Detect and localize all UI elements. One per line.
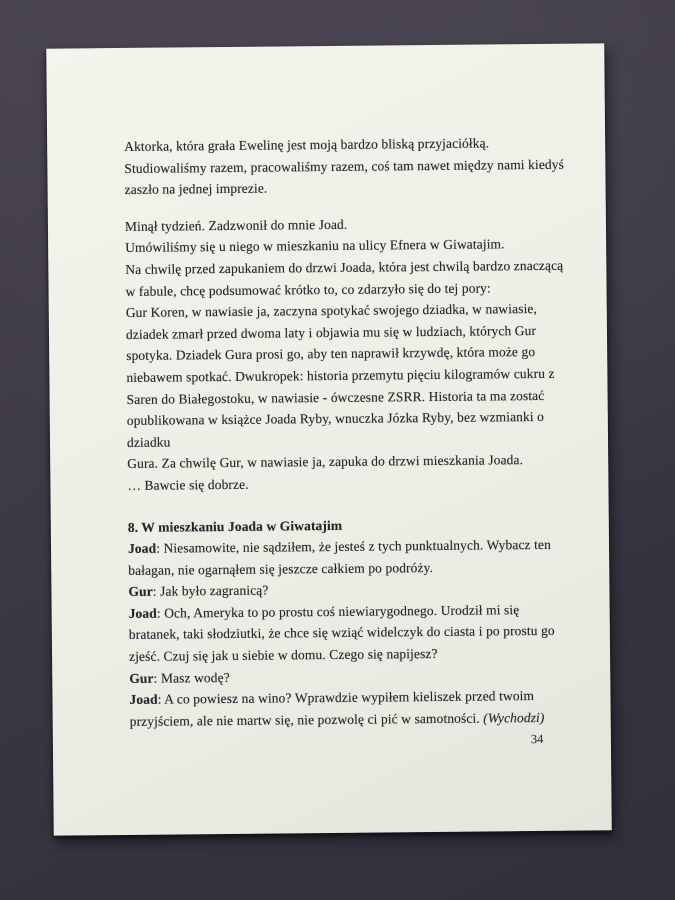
dialogue-line	[129, 620, 574, 646]
dialogue-text: bałagan, nie ogarnąłem się jeszcze całkiem po podróży.	[128, 559, 434, 578]
intro-paragraph	[124, 132, 570, 201]
speaker-name: Joad	[129, 691, 158, 708]
dialogue-text: : Niesamowite, nie sądziłem, że jesteś z tych punktualnych. Wybacz ten	[156, 536, 551, 556]
document-page	[46, 43, 612, 835]
text-line: Gur Koren, w nawiasie ja, zaczyna spotykać swojego dziadka, w nawiasie,	[125, 301, 538, 321]
page-number: 34	[530, 731, 544, 747]
text-line: dziadku	[126, 434, 171, 450]
text-line: Minął tydzień. Zadzwonił do mnie Joad.	[124, 216, 348, 234]
text-line: Umówiliśmy się u niego w mieszkaniu na ulicy Efnera w Giwatajim.	[125, 236, 505, 256]
text-line: Aktorka, która grała Ewelinę jest moją bardzo bliską przyjaciółką.	[124, 135, 490, 154]
text-line: opublikowana w książce Joada Ryby, wnuczka Józka Ryby, bez wzmianki o	[126, 409, 545, 429]
speaker-name: Gur	[128, 583, 153, 600]
stage-direction: (Wychodzi)	[483, 709, 545, 726]
dialogue-line	[128, 534, 573, 560]
text-line: Gura. Za chwilę Gur, w nawiasie ja, zapuka do drzwi mieszkania Joada.	[127, 452, 524, 472]
dialogue-text: bratanek, taki słodziutki, że chce się wziąć widelczyk do ciasta i po prostu go	[128, 623, 555, 643]
dialogue-block	[128, 534, 575, 733]
text-line: Na chwilę przed zapukaniem do drzwi Joada, która jest chwilą bardzo znaczącą	[125, 257, 564, 277]
text-line: Saren do Białegostoku, w nawiasie - ówczesne ZSRR. Historia ta ma zostać	[126, 387, 545, 407]
scene-heading: 8. W mieszkaniu Joada w Giwatajim	[127, 517, 343, 535]
dialogue-text: : Jak było zagranicą?	[152, 582, 269, 599]
speaker-name: Joad	[128, 605, 157, 621]
text-block	[124, 132, 575, 733]
dialogue-text: : Och, Ameryka to po prostu coś niewiarygodnego. Urodził mi się	[156, 602, 520, 621]
text-line: dziadek zmarł przed dwoma laty i objawia mu się w ludziach, których Gur	[125, 322, 537, 342]
narration-paragraph	[125, 211, 573, 496]
text-line: w fabule, chcę podsumować krótko to, co zdarzyło się do tej pory:	[125, 280, 491, 299]
text-line: zaszło na jednej imprezie.	[124, 180, 268, 198]
text-line: … Bawcie się dobrze.	[127, 476, 249, 493]
text-line: niebawem spotkać. Dwukropek: historia przemytu pięciu kilogramów cukru z	[126, 365, 555, 385]
dialogue-line	[130, 706, 575, 732]
text-line: Studiowaliśmy razem, pracowaliśmy razem, coś tam nawet między nami kiedyś	[124, 156, 564, 176]
speaker-name: Gur	[129, 670, 154, 686]
speaker-name: Joad	[127, 540, 157, 557]
dialogue-text: : A co powiesz na wino? Wprawdzie wypiłem kieliszek przed twoim	[157, 688, 535, 707]
text-line: spotyka. Dziadek Gura prosi go, aby ten naprawił krzywdę, która może go	[126, 344, 536, 364]
dialogue-text: : Masz wodę?	[153, 669, 230, 686]
dialogue-text: przyjściem, ale nie martw się, nie pozwolę ci pić w samotności.	[129, 710, 484, 729]
dialogue-text: zjeść. Czuj się jak u siebie w domu. Czego się napijesz?	[129, 646, 438, 664]
